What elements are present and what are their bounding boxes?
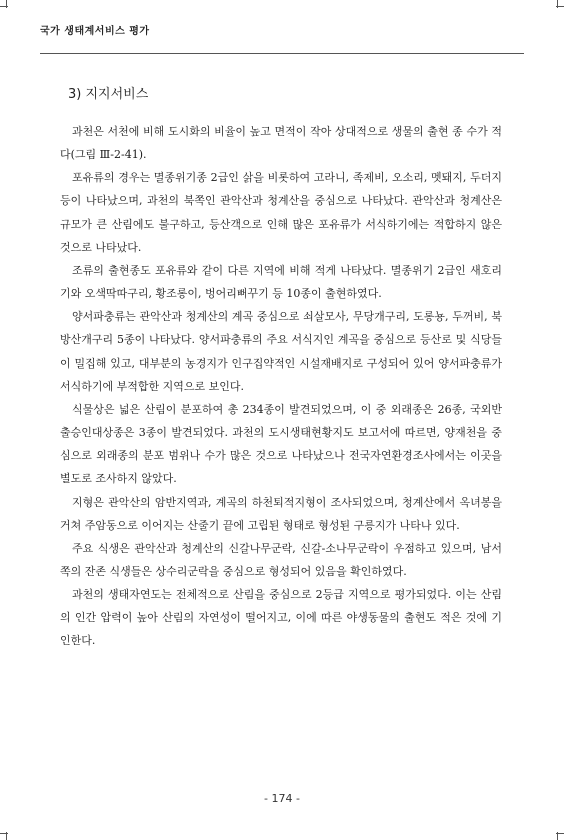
crop-mark-top-right-v (557, 0, 558, 8)
crop-mark-bottom-left-v (6, 832, 7, 840)
paragraph-birds: 조류의 출현종도 포유류와 같이 다른 지역에 비해 적게 나타났다. 멸종위기 2급인 새호리기와 오색딱따구리, 황조롱이, 벙어리뻐꾸기 등 10종이 출현하였다. (60, 263, 502, 301)
crop-mark-bottom-right-v (557, 832, 558, 840)
paragraph-ecological-nature-map: 과천의 생태자연도는 전체적으로 산림을 중심으로 2등급 지역으로 평가되었다. 이는 산림의 인간 압력이 높아 산림의 자연성이 떨어지고, 이에 따른 야생동물의 출현도 적은 것에 기인한다. (60, 588, 502, 648)
running-header: 국가 생태계서비스 평가 (40, 26, 150, 37)
page-number: - 174 - (264, 792, 300, 805)
header-rule (40, 53, 524, 54)
body-text (60, 120, 502, 653)
paragraph-amphibians-reptiles: 양서파충류는 관악산과 청계산의 계곡 중심으로 쇠살모사, 무당개구리, 도롱뇽, 두꺼비, 북방산개구리 5종이 나타났다. 양서파충류의 주요 서식지인 계곡을 중심으로 등산로 및 식당들이 밀집해 있고, 대부분의 농경지가 인구집약적인 시설재배지로 구성되어 있어 양서파충류가 서식하기에 부적합한 지역으로 보인다. (60, 310, 502, 393)
paragraph-flora: 식물상은 넓은 산림이 분포하여 총 234종이 발견되었으며, 이 중 외래종은 26종, 국외반출승인대상종은 3종이 발견되었다. 과천의 도시생태현황지도 보고서에 따르면, 양재천을 중심으로 외래종의 분포 범위나 수가 많은 것으로 나타났으나 전국자연환경조사에서는 이곳을 별도로 조사하지 않았다. (60, 402, 502, 486)
section-title: 3) 지지서비스 (68, 87, 149, 102)
paragraph-overview: 과천은 서천에 비해 도시화의 비율이 높고 면적이 작아 상대적으로 생물의 출현 종 수가 적다(그림 Ⅲ-2-41). (60, 125, 502, 162)
paragraph-vegetation: 주요 식생은 관악산과 청계산의 신갈나무군락, 신갈-소나무군락이 우점하고 있으며, 남서쪽의 잔존 식생들은 상수리군락을 중심으로 형성되어 있음을 확인하였다. (60, 541, 502, 578)
crop-mark-top-left-v (6, 0, 7, 8)
paragraph-mammals: 포유류의 경우는 멸종위기종 2급인 삵을 비롯하여 고라니, 족제비, 오소리, 멧돼지, 두더지 등이 나타났으며, 과천의 북쪽인 관악산과 청계산을 중심으로 나타났다. 관악산과 청계산은 규모가 큰 산림에도 불구하고, 등산객으로 인해 많은 포유류가 서식하기에는 적합하지 않은 것으로 나타났다. (60, 171, 502, 254)
paragraph-topography: 지형은 관악산의 암반지역과, 계곡의 하천퇴적지형이 조사되었으며, 청계산에서 옥녀봉을 거쳐 주암동으로 이어지는 산줄기 끝에 고립된 형태로 형성된 구릉지가 나타나 있다. (60, 495, 502, 532)
